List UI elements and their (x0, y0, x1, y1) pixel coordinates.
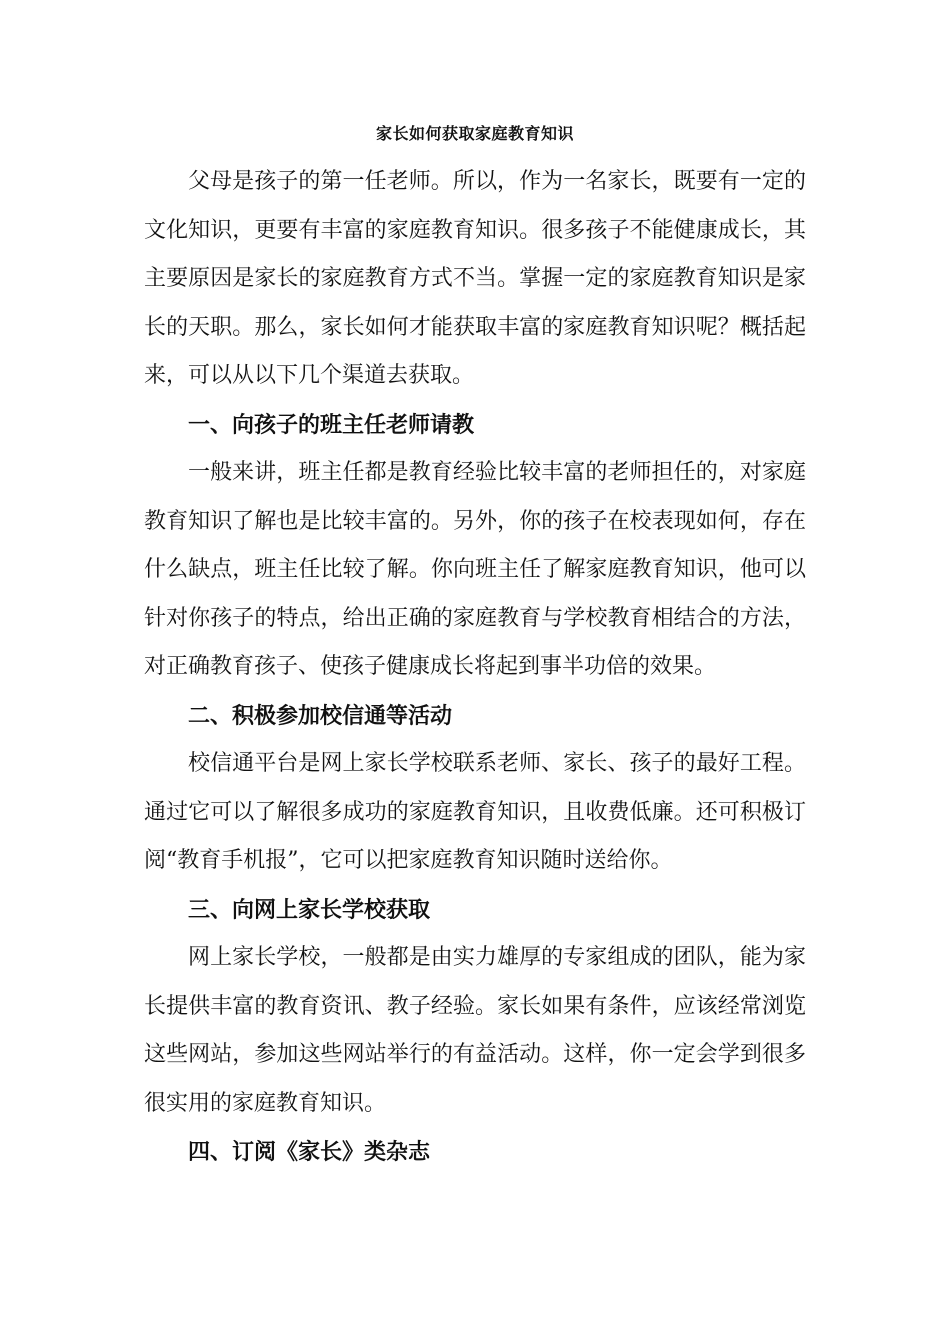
section-body-3: 网上家长学校，一般都是由实力雄厚的专家组成的团队，能为家长提供丰富的教育资讯、教子经验。家长如果有条件，应该经常浏览这些网站，参加这些网站举行的有益活动。这样，你一定会学到很多很实用的家庭教育知识。 (144, 945, 806, 1116)
section-heading-4: 四、订阅《家长》类杂志 (188, 1139, 431, 1165)
document-title: 家长如何获取家庭教育知识 (375, 124, 574, 143)
section-heading-1: 一、向孩子的班主任老师请教 (188, 411, 475, 438)
section-heading-3: 三、向网上家长学校获取 (188, 896, 431, 923)
section-body-2: 校信通平台是网上家长学校联系老师、家长、孩子的最好工程。通过它可以了解很多成功的家庭教育知识，且收费低廉。还可积极订阅“教育手机报”，它可以把家庭教育知识随时送给你。 (144, 751, 806, 873)
section-heading-2: 二、积极参加校信通等活动 (188, 702, 453, 729)
document-body (144, 158, 806, 1177)
section-body-1: 一般来讲，班主任都是教育经验比较丰富的老师担任的，对家庭教育知识了解也是比较丰富的。另外，你的孩子在校表现如何，存在什么缺点，班主任比较了解。你向班主任了解家庭教育知识，他可以针对你孩子的特点，给出正确的家庭教育与学校教育相结合的方法，对正确教育孩子、使孩子健康成长将起到事半功倍的效果。 (144, 460, 806, 679)
intro-paragraph: 父母是孩子的第一任老师。所以，作为一名家长，既要有一定的文化知识，更要有丰富的家庭教育知识。很多孩子不能健康成长，其主要原因是家长的家庭教育方式不当。掌握一定的家庭教育知识是家长的天职。那么，家长如何才能获取丰富的家庭教育知识呢？概括起来，可以从以下几个渠道去获取。 (144, 169, 806, 388)
